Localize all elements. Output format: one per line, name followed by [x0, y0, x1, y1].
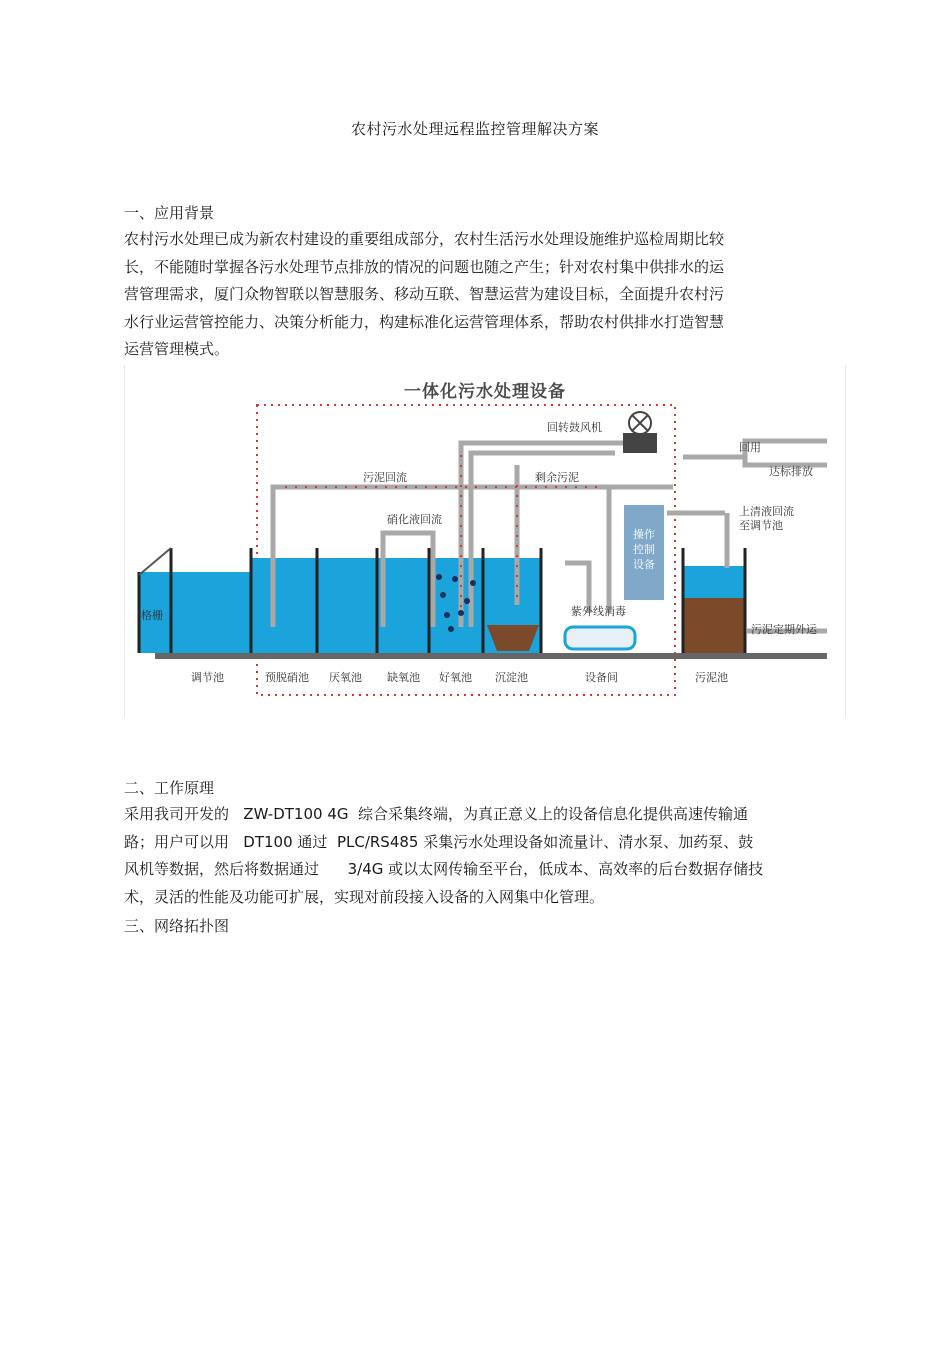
ground-base: [155, 653, 827, 659]
label-excess-sludge: 剩余污泥: [535, 471, 579, 484]
paragraph-line: 水行业运营管控能力、决策分析能力，构建标准化运营管理体系，帮助农村供排水打造智慧: [124, 312, 725, 331]
tank-label: 预脱硝池: [265, 671, 309, 684]
tank-label: 调节池: [191, 671, 224, 684]
control-label: 控制: [633, 543, 655, 556]
label-nitrate-return: 硝化液回流: [387, 513, 442, 526]
tank-label: 污泥池: [695, 671, 728, 684]
paragraph-line: 运营管理模式。: [124, 340, 230, 358]
diagram-title: 一体化污水处理设备: [404, 382, 566, 402]
section-paragraph-background: [124, 226, 724, 364]
uv-unit: [565, 627, 635, 649]
control-label: 设备: [633, 558, 655, 571]
tank-label: 缺氧池: [387, 671, 420, 684]
water-sludge-tank: [683, 566, 745, 598]
label-reuse: 回用: [739, 441, 761, 454]
section-heading-background: 一、应用背景: [124, 204, 215, 222]
paragraph-line: 采用我司开发的 ZW-DT100 4G 综合采集终端，为真正意义上的设备信息化提供高速传输通: [124, 805, 749, 823]
label-sludge-out: 污泥定期外运: [751, 623, 817, 636]
page-title: 农村污水处理远程监控管理解决方案: [350, 120, 599, 138]
grille-slope: [139, 548, 171, 575]
control-label: 操作: [633, 528, 655, 541]
section-paragraph-principle: [124, 801, 763, 911]
paragraph-line: 风机等数据，然后将数据通过 3/4G 或以太网传输至平台，低成本、高效率的后台数据存储技: [124, 860, 764, 878]
process-diagram-graphic: [125, 365, 845, 717]
tank-label: 厌氧池: [329, 671, 362, 684]
section-heading-principle: 二、工作原理: [124, 779, 215, 797]
label-grille: 格栅: [141, 609, 163, 622]
label-blower: 回转鼓风机: [547, 421, 602, 434]
tank-label: 沉淀池: [495, 671, 528, 684]
paragraph-line: 长，不能随时掌握各污水处理节点排放的情况的问题也随之产生；针对农村集中供排水的运: [124, 257, 725, 276]
label-supernatant: 上清液回流: [739, 505, 794, 518]
section-heading-topology: 三、网络拓扑图: [124, 917, 230, 935]
label-sludge-return: 污泥回流: [363, 471, 407, 484]
tank-label: 好氧池: [439, 671, 472, 684]
paragraph-line: 营管理需求，厦门众物智联以智慧服务、移动互联、智慧运营为建设目标，全面提升农村污: [124, 285, 725, 303]
label-uv: 紫外线消毒: [571, 605, 626, 618]
label-supernatant-target: 至调节池: [739, 519, 783, 532]
paragraph-line: 术，灵活的性能及功能可扩展，实现对前段接入设备的入网集中化管理。: [124, 887, 605, 906]
process-diagram: [124, 365, 846, 717]
label-discharge: 达标排放: [769, 465, 813, 478]
sludge-sludge-tank: [683, 598, 745, 653]
blower-body: [623, 433, 657, 453]
paragraph-line: 农村污水处理已成为新农村建设的重要组成部分，农村生活污水处理设施维护巡检周期比较: [124, 230, 725, 248]
paragraph-line: 路；用户可以用 DT100 通过 PLC/RS485 采集污水处理设备如流量计、清水泵、加药泵、鼓: [124, 832, 754, 851]
tank-label: 设备间: [585, 671, 618, 684]
control-equipment: [624, 505, 664, 600]
